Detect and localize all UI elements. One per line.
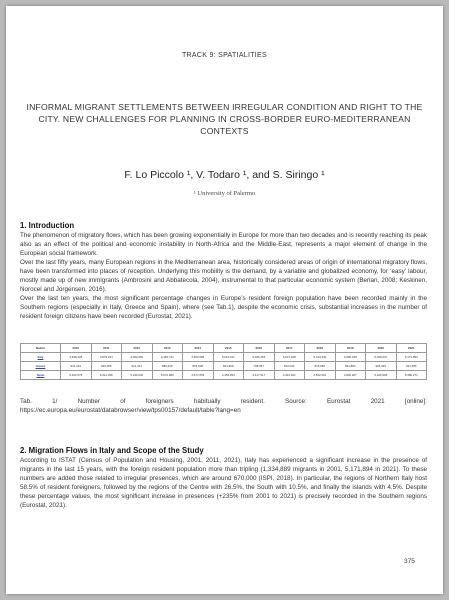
table-cell: 4,996,158 — [335, 353, 366, 362]
authors: F. Lo Piccolo ¹, V. Todaro ¹, and S. Siringo ¹ — [124, 169, 325, 181]
table-cell: 5,144,440 — [305, 353, 336, 362]
table-cell: 4,419,621 — [274, 371, 305, 380]
table-cell: 921,424 — [61, 362, 92, 371]
table-header-cell: 2021 — [396, 344, 427, 353]
paragraph: Over the last ten years, the most significant percentage changes in Europe’s resident foreign population have been recorded mainly in the Southern regions (especially in Italy, Greece and Spain), where (see Tab.1), despite the economic crisis, substantial increases in the number of resident foreign citizens have been recorded (Eurostat, 2021). — [20, 295, 427, 321]
table-header-cell: 2019 — [335, 344, 366, 353]
caption-source-url[interactable]: https://ec.europa.eu/eurostat/databrowser/view/tps00157/default/table?lang=en — [20, 407, 241, 414]
table-cell: 5,047,028 — [274, 353, 305, 362]
table-cell: 831,882 — [335, 362, 366, 371]
introduction-body — [20, 231, 427, 321]
caption-word: Source: — [285, 398, 307, 405]
caption-word: resident. — [240, 398, 265, 405]
caption-word: foreigners — [145, 398, 174, 405]
section-heading-migration-flows: 2. Migration Flows in Italy and Scope of the Study — [20, 446, 204, 455]
table-cell: 921,447 — [122, 362, 153, 371]
table-cell: 5,072,680 — [152, 371, 183, 380]
title-line: INFORMAL MIGRANT SETTLEMENTS BETWEEN IRREGULAR CONDITION AND RIGHT TO THE — [26, 102, 423, 112]
table-cell: 4,677,059 — [183, 371, 214, 380]
table-cell: 5,171,894 — [396, 353, 427, 362]
table-cell: 4,454,354 — [213, 371, 244, 380]
table-header-cell: Nation — [21, 344, 61, 353]
migration-flows-body — [20, 456, 427, 510]
caption-word: of — [120, 398, 126, 405]
table-cell: 926,285 — [91, 362, 122, 371]
table-cell: 4,922,085 — [183, 353, 214, 362]
table-cell: 5,026,153 — [244, 353, 275, 362]
title-line: CONTEXTS — [200, 126, 249, 136]
table-cell: 4,417,517 — [244, 371, 275, 380]
table-cell: 3,648,128 — [61, 353, 92, 362]
table-cell-country: Italy — [21, 353, 61, 362]
table-cell: 5,236,030 — [122, 371, 153, 380]
table-cell: 906,345 — [366, 362, 397, 371]
caption-word: 2021 — [370, 398, 385, 405]
table-cell: 5,380,271 — [396, 371, 427, 380]
table-cell-country: Greece — [21, 362, 61, 371]
table-cell: 886,433 — [152, 362, 183, 371]
table-caption — [20, 397, 427, 415]
table-header-cell: 2012 — [122, 344, 153, 353]
table-cell: 4,562,962 — [305, 371, 336, 380]
paper-title — [26, 101, 423, 137]
table-cell: 5,014,437 — [213, 353, 244, 362]
title-line: CITY. NEW CHALLENGES FOR PLANNING IN CROSS-BORDER EURO-MEDITERRANEAN — [38, 114, 411, 124]
caption-word: 1/ — [52, 398, 58, 405]
paragraph: According to ISTAT (Census of Population and Housing, 2001, 2011, 2021), Italy has experienced a significant increase in the presence of migrants in the last 15 years, with the foreign resident population more than tripling (1,334,889 migrants in 2001, 5,171,894 in 2021). To these numbers are added those related to irregular presences, which are around 670,000 (ISPI, 2018). In particular, the regions of Northern Italy host 58.5% of resident foreigners, followed by the regions of the Centre with 26.5%, the South with 10.5%, and finally the islands with 4.5%. Despite these percentage values, the most significant increase in presences (+235% from 2001 to 2021) is precisely recorded in the Southern regions (Eurostat, 2021). — [20, 457, 427, 510]
table-header-cell: 2010 — [61, 344, 92, 353]
table-cell: 5,211,038 — [91, 371, 122, 380]
table-row — [21, 371, 427, 380]
table-cell: 798,357 — [244, 362, 275, 371]
table-header-cell: 2011 — [91, 344, 122, 353]
caption-word: [online]: — [404, 398, 427, 405]
table-cell: 4,387,721 — [152, 353, 183, 362]
table-header-cell: 2014 — [183, 344, 214, 353]
table-cell: 854,008 — [183, 362, 214, 371]
caption-word: Tab. — [20, 398, 32, 405]
paragraph: The phenomenon of migratory flows, which has been growing exponentially in Europe for more than two decades and is recently reaching its peak also as an effect of the political and economic instability in North-Africa and the Middle-East, represents a major element of change in the European social framework. — [20, 232, 427, 258]
caption-line — [20, 397, 427, 406]
paragraph: Over the last fifty years, many European regions in the Mediterranean area, historically considered areas of origin of international migratory flows, have been transformed into places of reception. Underlying this mobility is the demand, by a variable and globalized economy, for ‘easy’ labour, mostly made up of new immigrants (Ambrosini and Abbatecola, 2004), instrumental to that particular economic system (Berlan, 2008; Keskinen, Norocel and Jorgensen, 2016). — [20, 259, 427, 294]
table-cell: 4,840,207 — [335, 371, 366, 380]
table-cell: 821,969 — [213, 362, 244, 371]
table-cell: 4,052,081 — [122, 353, 153, 362]
caption-word: Eurostat — [326, 398, 351, 405]
table-cell: 5,402,579 — [61, 371, 92, 380]
track-label: TRACK 9: SPATIALITIES — [181, 52, 267, 59]
table-cell: 5,226,906 — [366, 371, 397, 380]
table-cell: 816,059 — [305, 362, 336, 371]
table-header-row — [21, 344, 427, 353]
caption-word: Number — [77, 398, 100, 405]
table-row — [21, 353, 427, 362]
table-header-cell: 2016 — [244, 344, 275, 353]
table-cell: 3,879,224 — [91, 353, 122, 362]
affiliation: ¹ University of Palermo — [193, 190, 256, 197]
table-header-cell: 2020 — [366, 344, 397, 353]
table-cell: 921,485 — [396, 362, 427, 371]
caption-word: habitually — [193, 398, 221, 405]
table-header-cell: 2018 — [305, 344, 336, 353]
table-cell: 5,039,637 — [366, 353, 397, 362]
table-header-cell: 2017 — [274, 344, 305, 353]
table-header-cell: 2013 — [152, 344, 183, 353]
foreigners-table — [20, 343, 427, 380]
page-number: 375 — [404, 558, 415, 565]
table-cell: 810,034 — [274, 362, 305, 371]
table-cell-country: Spain — [21, 371, 61, 380]
table-row — [21, 362, 427, 371]
paper-page — [6, 6, 443, 594]
section-heading-introduction: 1. Introduction — [20, 221, 75, 230]
table-header-cell: 2015 — [213, 344, 244, 353]
